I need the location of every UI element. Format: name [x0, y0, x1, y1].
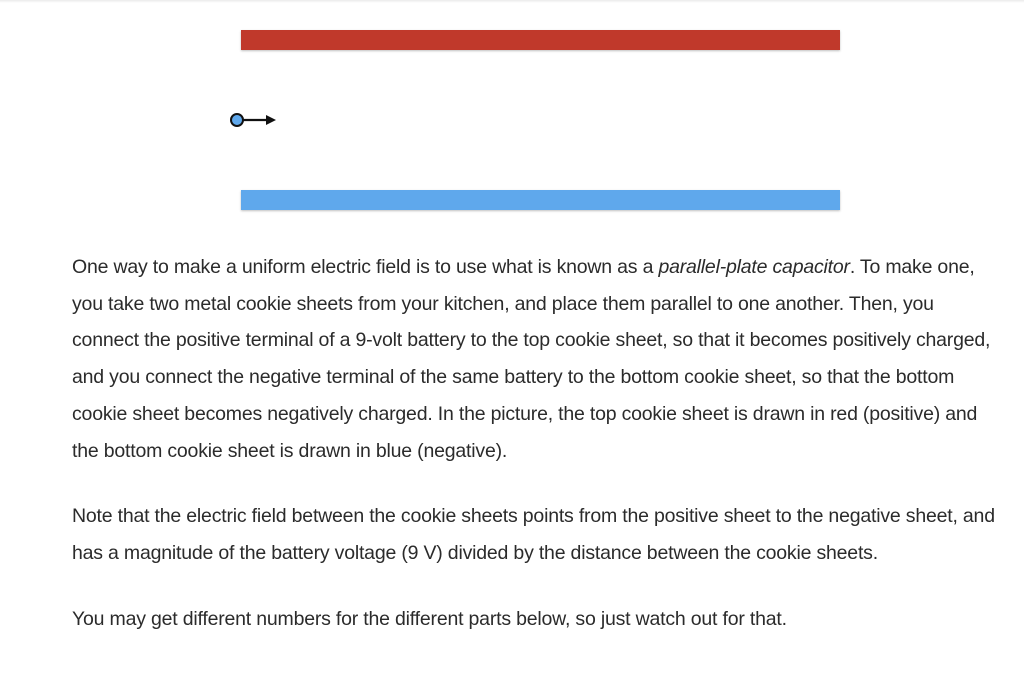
charge-with-velocity [224, 108, 280, 132]
paragraph-warning: You may get different numbers for the different parts below, so just watch out for that. [72, 607, 787, 630]
term-parallel-plate-capacitor: parallel-plate capacitor [658, 256, 850, 278]
body-text [72, 249, 1002, 666]
charged-particle-icon [231, 114, 243, 126]
arrow-right-icon [243, 115, 276, 125]
paragraph-intro [72, 249, 1002, 469]
positive-plate [241, 30, 840, 50]
capacitor-figure [0, 0, 1024, 230]
negative-plate [241, 190, 840, 210]
paragraph-intro-rest: . To make one, you take two metal cookie sheets from your kitchen, and place them parallel to one another. Then, you connect the positive terminal of a 9-volt battery to the top cookie sheet, so that it becomes positively charged, and you connect the negative terminal of the same battery to the bottom cookie sheet, so that the bottom cookie sheet becomes negatively charged. In the picture, the top cookie sheet is drawn in red (positive) and the bottom cookie sheet is drawn in blue (negative). [72, 256, 991, 462]
paragraph-field-note: Note that the electric field between the cookie sheets points from the positive sheet to the negative sheet, and has a magnitude of the battery voltage (9 V) divided by the distance between the cookie sheets. [72, 505, 995, 564]
paragraph-intro-start: One way to make a uniform electric field is to use what is known as a [72, 256, 659, 278]
